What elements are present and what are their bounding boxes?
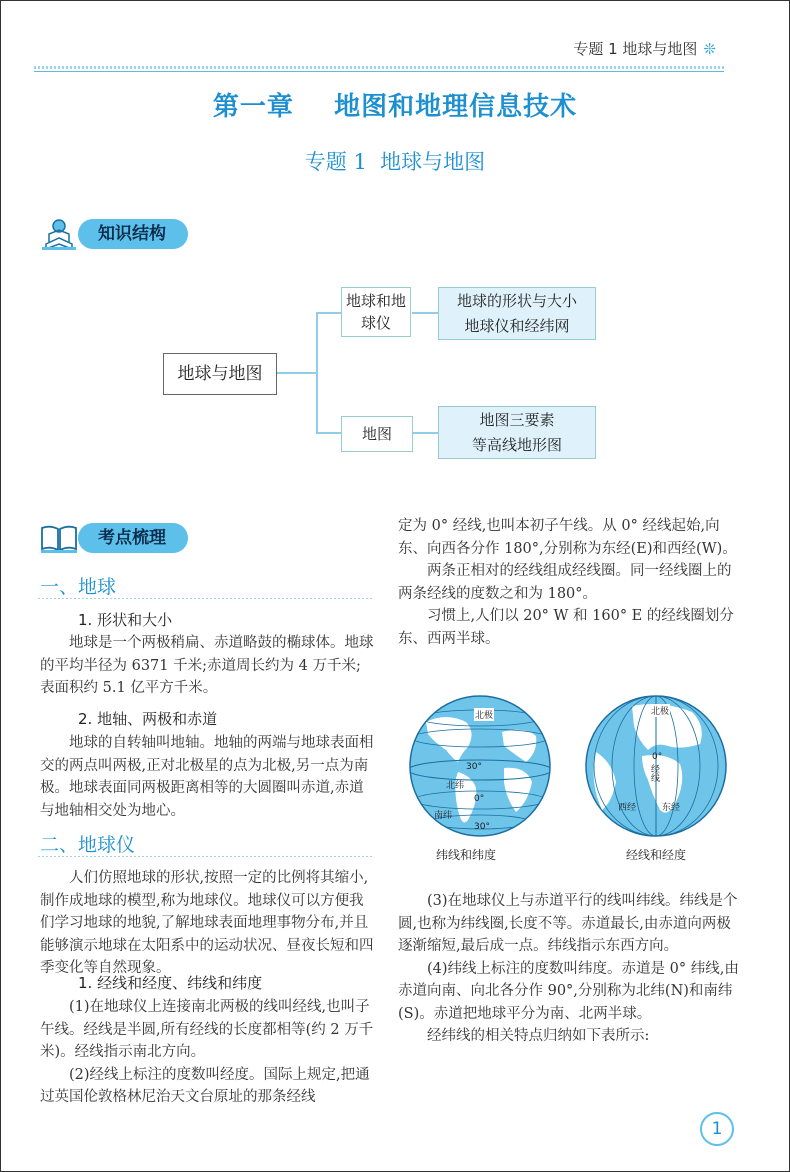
- connector: [412, 432, 438, 434]
- reader-icon: [38, 216, 80, 252]
- topic-title: 专题 1 地球与地图: [304, 150, 486, 174]
- fig1-label: 30°: [466, 762, 482, 772]
- section-label: 知识结构: [78, 219, 188, 249]
- subheading-lines: 1. 经线和经度、纬线和纬度: [78, 974, 263, 992]
- connector: [316, 432, 341, 434]
- heading-earth: 一、地球: [40, 576, 117, 598]
- fig2-label: 0°: [652, 752, 663, 762]
- page-number: 1: [700, 1112, 734, 1146]
- header-rule-line: [34, 71, 724, 72]
- fig1-label: 30°: [474, 822, 490, 832]
- paragraph: 人们仿照地球的形状,按照一定的比例将其缩小,制作成地球的模型,称为地球仪。地球仪可以方便我们学习地球的地貌,了解地球表面地理事物分布,并且能够演示地球在太阳系中的运动状况、昼夜长短和四季变化等自然现象。: [40, 870, 374, 976]
- connector: [276, 372, 316, 374]
- heading-rule: [38, 598, 374, 599]
- leaf-node: 地球的形状与大小: [438, 287, 596, 315]
- figure1-caption: 纬线和纬度: [436, 848, 497, 862]
- fig2-label: 经线: [649, 764, 659, 782]
- fig2-label: 北极: [650, 704, 670, 717]
- root-node: 地球与地图: [163, 353, 277, 395]
- chapter-title: 第一章 地图和地理信息技术: [212, 92, 578, 122]
- connector: [316, 312, 318, 434]
- fig1-label: 0°: [474, 794, 485, 804]
- fig1-label: 北纬: [446, 781, 465, 791]
- connector: [316, 312, 341, 314]
- section-label: 考点梳理: [78, 523, 188, 553]
- fig2-label: 西经: [618, 803, 637, 813]
- subheading-shape: 1. 形状和大小: [78, 611, 173, 629]
- branch-node-globe: 地球和地球仪: [341, 287, 411, 337]
- figure2-caption: 经线和经度: [626, 848, 687, 862]
- paragraph: (1)在地球仪上连接南北两极的线叫经线,也叫子午线。经线是半圆,所有经线的长度都相等(约 2 万千米)。经线指示南北方向。 (2)经线上标注的度数叫经度。国际上规定,把通过英国伦敦格林尼治天文台原址的那条经线: [40, 999, 374, 1105]
- paragraph: 定为 0° 经线,也叫本初子午线。从 0° 经线起始,向东、向西各分作 180°,分别称为东经(E)和西经(W)。 两条正相对的经线组成经线圈。同一经线圈上的两条经线的度数之和为 180°。 习惯上,人们以 20° W 和 160° E 的经线圈划分东、西两半球。: [398, 518, 737, 647]
- paragraph: (3)在地球仪上与赤道平行的线叫纬线。纬线是个圆,也称为纬线圈,长度不等。赤道最长,由赤道向两极逐渐缩短,最后成一点。纬线指示东西方向。 (4)纬线上标注的度数叫纬度。赤道是 0° 纬线,由赤道向南、向北各分作 90°,分别称为北纬(N)和南纬(S)。赤道把地球平分为南、北两半球。 经纬线的相关特点归纳如下表所示:: [398, 893, 739, 1044]
- fig2-label: 东经: [662, 803, 681, 813]
- paragraph: 地球的自转轴叫地轴。地轴的两端与地球表面相交的两点叫两极,正对北极星的点为北极,另一点为南极。地球表面同两极距离相等的大圆圈叫赤道,赤道与地轴相交处为地心。: [40, 735, 374, 819]
- header-rule: [34, 66, 724, 69]
- heading-rule: [38, 856, 374, 857]
- leaf-node: 地图三要素: [438, 406, 596, 434]
- fig1-label: 南纬: [434, 811, 453, 821]
- leaf-node: 等高线地形图: [438, 432, 596, 459]
- subheading-axis: 2. 地轴、两极和赤道: [78, 710, 218, 728]
- leaf-node: 地球仪和经纬网: [438, 313, 596, 340]
- fig1-label: 北极: [474, 708, 494, 721]
- paragraph: 地球是一个两极稍扁、赤道略鼓的椭球体。地球的平均半径为 6371 千米;赤道周长约为 4 万千米;表面积约 5.1 亿平方千米。: [40, 635, 374, 696]
- heading-globe: 二、地球仪: [40, 834, 136, 856]
- running-head: 专题 1 地球与地图 ❊: [573, 40, 716, 58]
- branch-node-map: 地图: [341, 416, 413, 452]
- connector: [412, 312, 438, 314]
- book-icon: [38, 520, 80, 556]
